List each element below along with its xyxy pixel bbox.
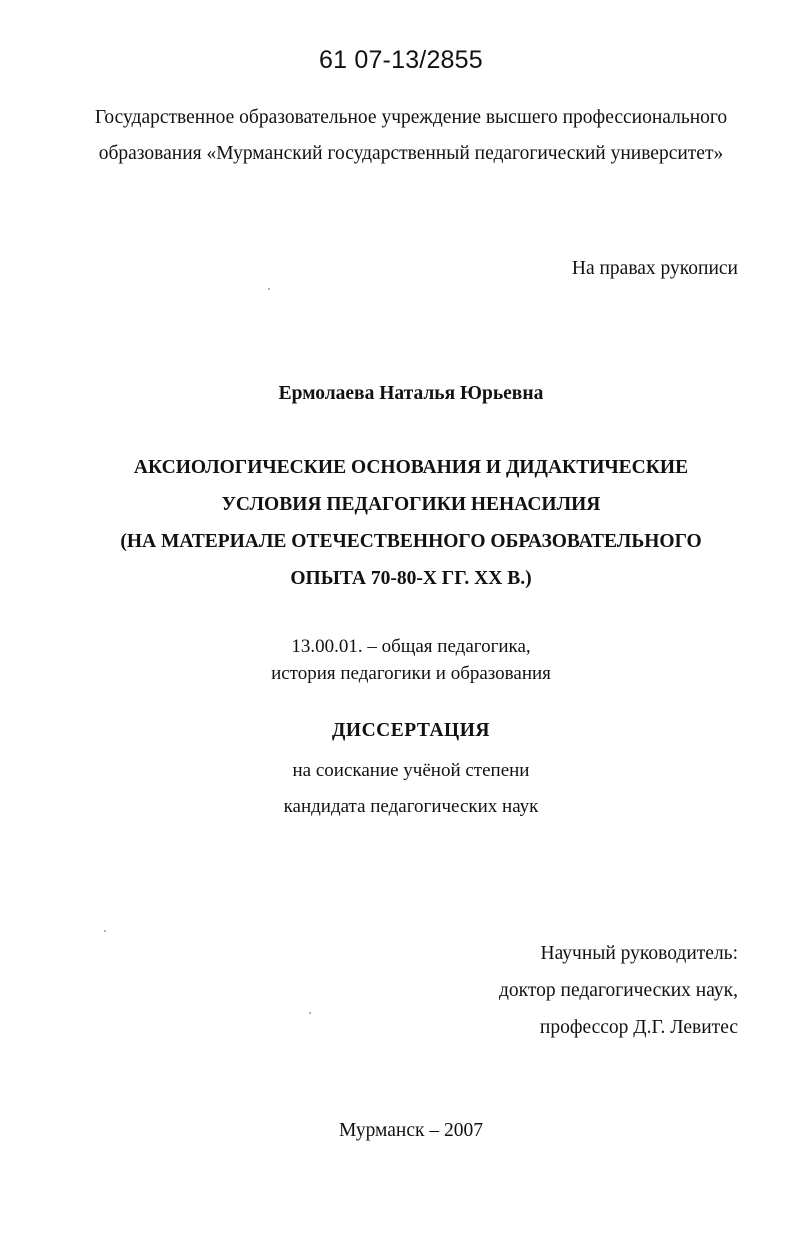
- institution-line-1: Государственное образовательное учреждение высшего профессионального: [94, 107, 728, 128]
- author-name: Ермолаева Наталья Юрьевна: [278, 383, 544, 404]
- manuscript-rights-note: На правах рукописи: [571, 258, 738, 279]
- institution-line-2: образования «Мурманский государственный педагогический университет»: [98, 143, 724, 164]
- supervisor-degree: доктор педагогических наук,: [499, 980, 738, 1001]
- dissertation-title-line-1: АКСИОЛОГИЧЕСКИЕ ОСНОВАНИЯ И ДИДАКТИЧЕСКИЕ: [133, 457, 689, 478]
- scan-speck: [268, 288, 270, 290]
- dissertation-title-line-4: ОПЫТА 70-80-Х ГГ. XX В.): [290, 568, 532, 589]
- specialty-line-1: 13.00.01. – общая педагогика,: [291, 636, 531, 657]
- city-year: Мурманск – 2007: [339, 1120, 483, 1141]
- scan-speck: [104, 930, 106, 932]
- document-type: ДИССЕРТАЦИЯ: [332, 720, 490, 741]
- scan-speck: [309, 1012, 311, 1014]
- document-code: 61 07-13/2855: [319, 46, 483, 74]
- degree-line-1: на соискание учёной степени: [292, 760, 530, 781]
- specialty-line-2: история педагогики и образования: [271, 663, 551, 684]
- supervisor-label: Научный руководитель:: [540, 943, 738, 964]
- supervisor-name: профессор Д.Г. Левитес: [539, 1017, 738, 1038]
- degree-line-2: кандидата педагогических наук: [283, 796, 539, 817]
- dissertation-title-line-3: (НА МАТЕРИАЛЕ ОТЕЧЕСТВЕННОГО ОБРАЗОВАТЕЛЬНОГО: [120, 531, 702, 552]
- dissertation-title-line-2: УСЛОВИЯ ПЕДАГОГИКИ НЕНАСИЛИЯ: [221, 494, 601, 515]
